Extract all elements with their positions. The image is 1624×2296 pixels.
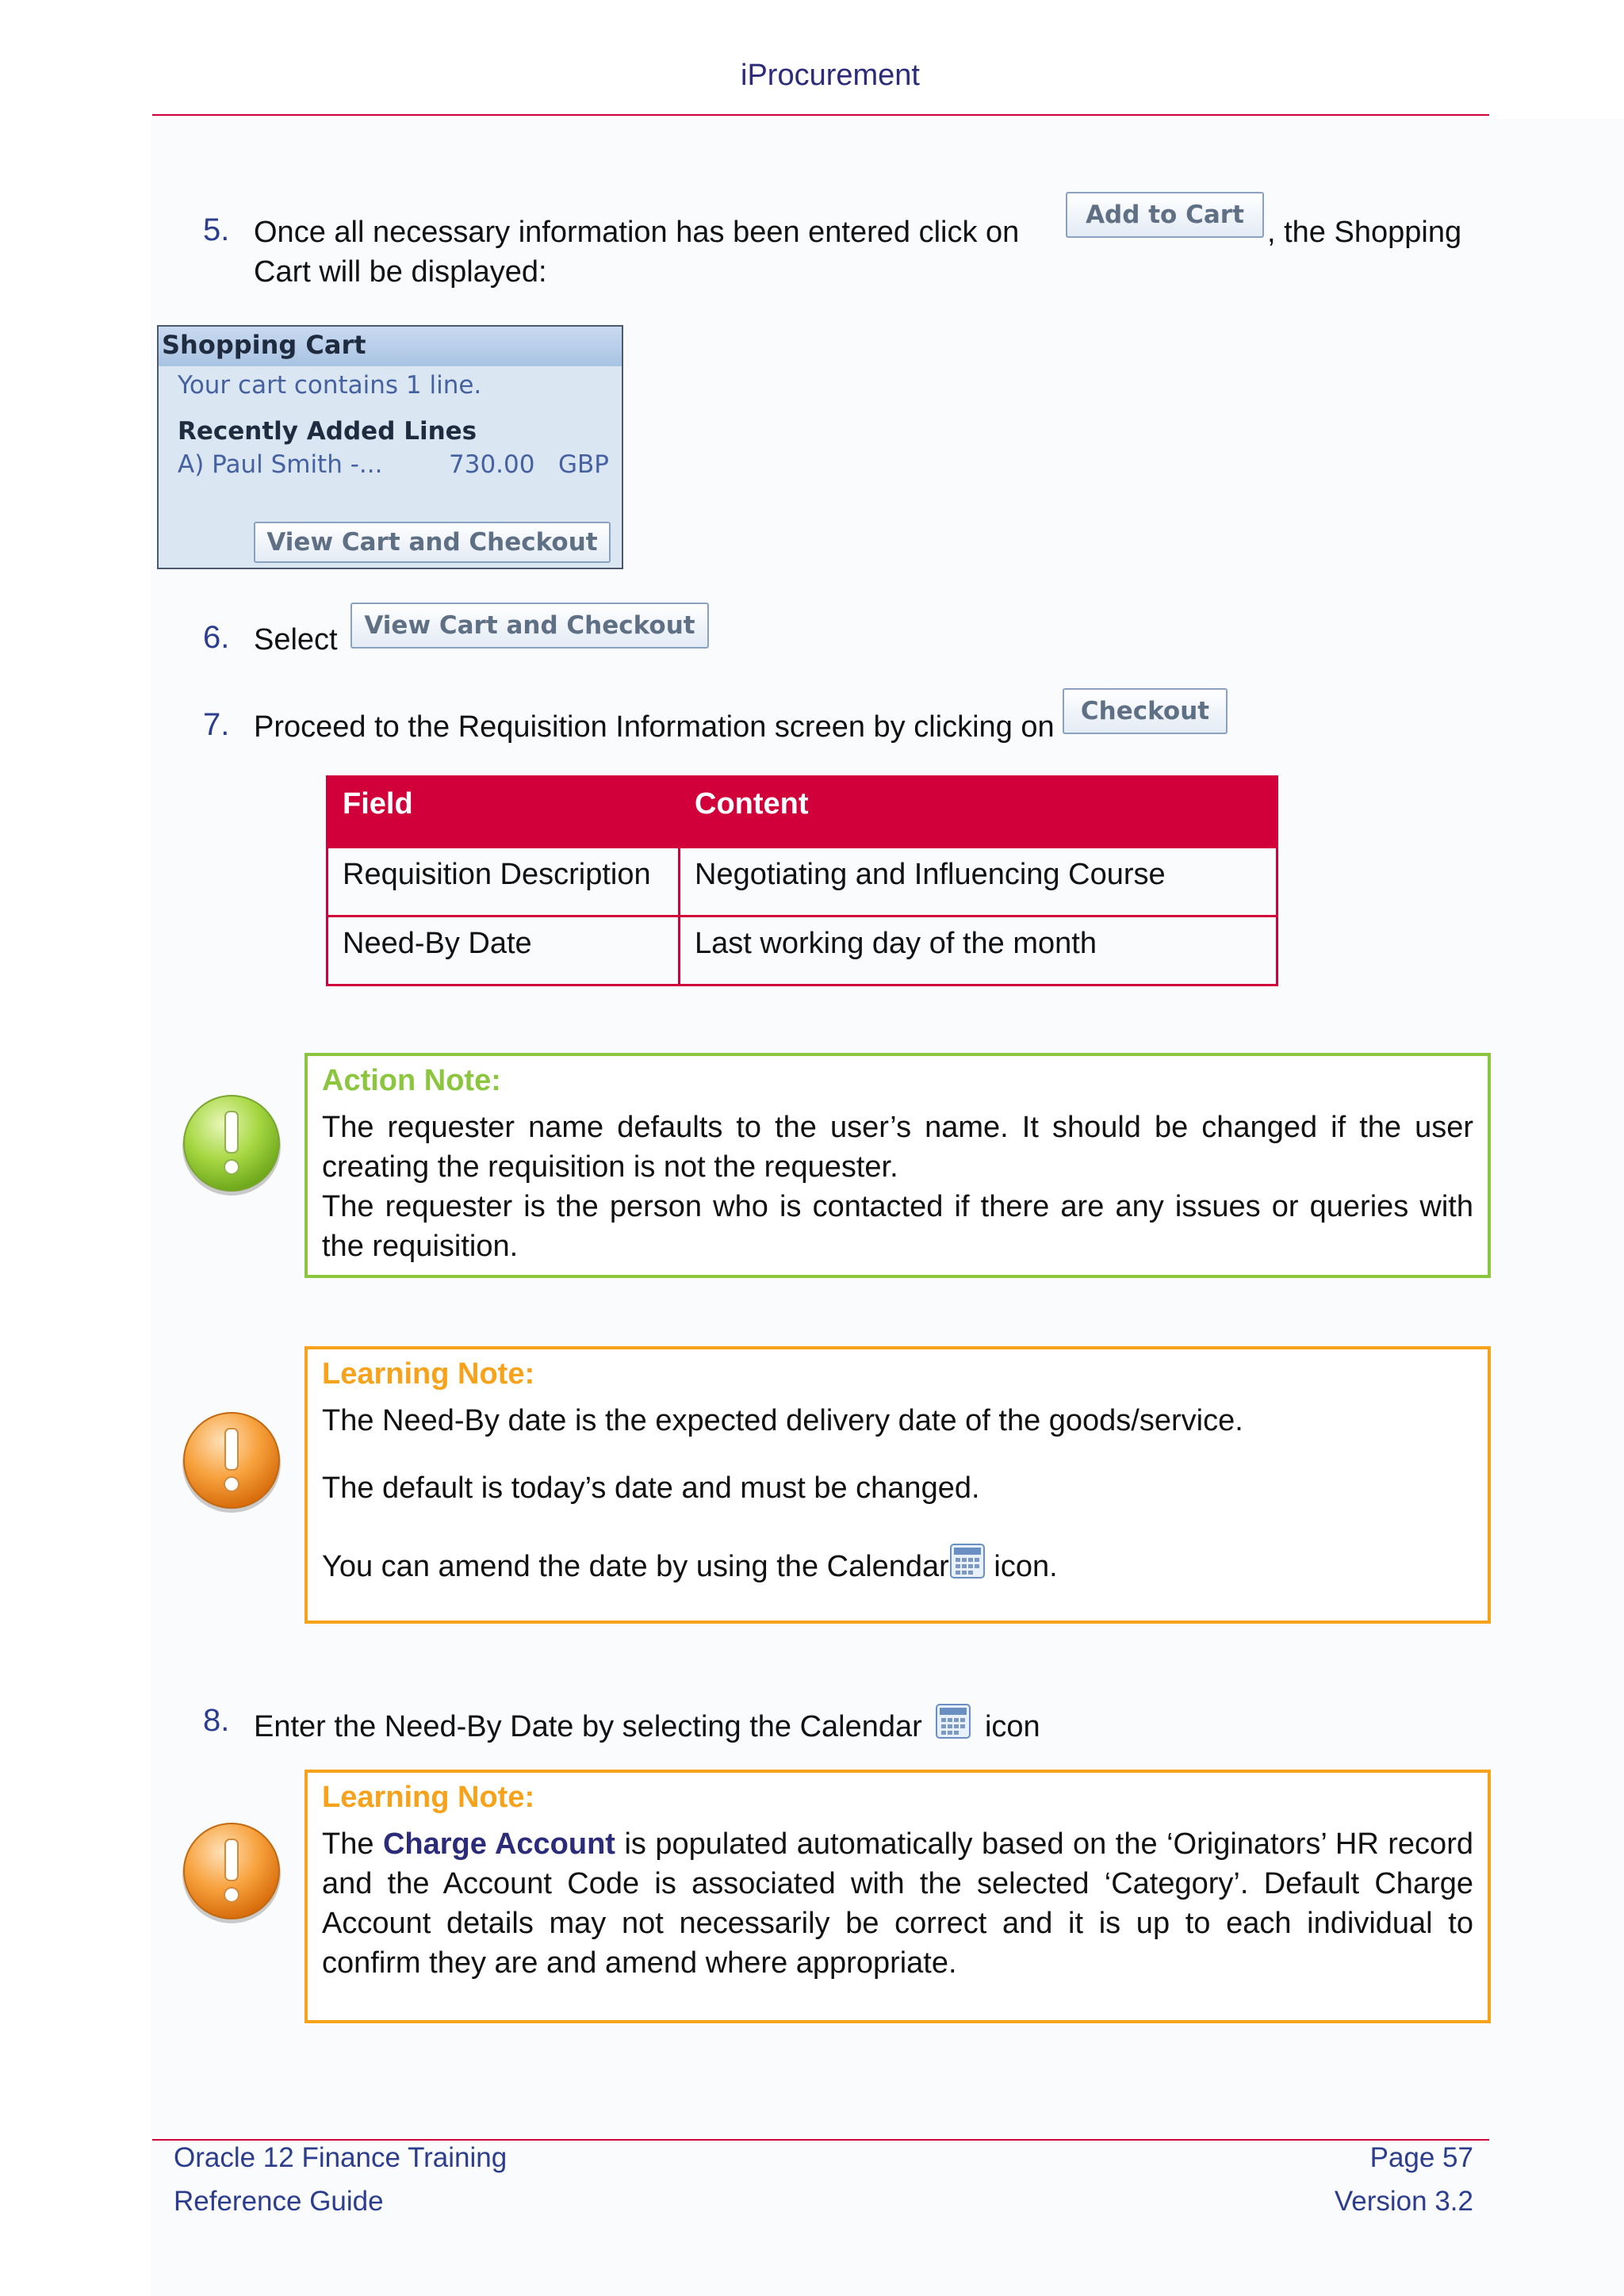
learning-note-1-paragraph-3: [322, 1543, 1473, 1586]
learning-note-1-paragraph-1: The Need-By date is the expected delivery date of the goods/service.: [322, 1404, 1243, 1437]
recently-added-heading: Recently Added Lines: [178, 417, 477, 446]
footer-left-line-1: Oracle 12 Finance Training: [174, 2142, 508, 2173]
table-cell: Need-By Date: [327, 916, 680, 985]
table-row: [327, 916, 1277, 985]
step-7-number: 7.: [203, 707, 230, 742]
table-row: [327, 848, 1277, 916]
add-to-cart-button[interactable]: Add to Cart: [1066, 192, 1264, 238]
footer-page-number: Page 57: [1369, 2142, 1473, 2173]
step-8-text-b: icon: [984, 1710, 1040, 1743]
learning-note-2-text-b: is populated automatically based on the ‘Originators’ HR record and the Account Code is associated with the selected ‘Category’. Default Charge Account details may not necessarily be correct and it is up to each individual to confirm they are and amend where appropriate.: [322, 1827, 1473, 1980]
step-5-number: 5.: [203, 212, 230, 247]
learning-note-2-title: Learning Note:: [322, 1781, 535, 1814]
step-8-number: 8.: [203, 1703, 230, 1738]
step-8-text: [254, 1703, 1040, 1747]
table-cell: Negotiating and Influencing Course: [680, 848, 1277, 916]
cart-summary: Your cart contains 1 line.: [178, 371, 482, 400]
cart-line-amount: 730.00: [449, 450, 535, 479]
step-5-text-c: Cart will be displayed:: [254, 255, 547, 289]
footer-rule: [152, 2139, 1489, 2141]
shopping-cart-title: Shopping Cart: [159, 327, 622, 366]
learning-note-2-box: [304, 1770, 1491, 2023]
step-5-text-a: Once all necessary information has been entered click on: [254, 216, 1020, 249]
cart-line-name[interactable]: A) Paul Smith -...: [178, 450, 383, 479]
warning-icon-green: [178, 1091, 285, 1199]
learning-note-1-title: Learning Note:: [322, 1357, 535, 1391]
warning-icon-orange: [178, 1819, 285, 1927]
checkout-button[interactable]: Checkout: [1063, 688, 1228, 734]
action-note-paragraph-2: The requester is the person who is contacted if there are any issues or queries with the requisition.: [322, 1190, 1473, 1263]
step-5-text-b: , the Shopping: [1267, 216, 1462, 249]
learning-note-1-text-a: You can amend the date by using the Calendar: [322, 1550, 949, 1583]
view-cart-and-checkout-button[interactable]: View Cart and Checkout: [254, 522, 611, 563]
calendar-icon: [949, 1543, 986, 1579]
table-cell: Requisition Description: [327, 848, 680, 916]
action-note-box: [304, 1053, 1491, 1278]
shopping-cart-panel: [157, 325, 623, 569]
learning-note-1-text-b: icon.: [985, 1550, 1058, 1583]
step-6-text: Select: [254, 623, 338, 656]
learning-note-2-paragraph: [322, 1824, 1473, 1983]
header-rule: [152, 114, 1489, 116]
table-cell: Last working day of the month: [680, 916, 1277, 985]
step-8-text-a: Enter the Need-By Date by selecting the Calendar: [254, 1710, 922, 1743]
cart-line-currency: GBP: [558, 450, 609, 479]
learning-note-1-box: [304, 1346, 1491, 1624]
footer-left-line-2: Reference Guide: [174, 2186, 384, 2217]
warning-icon-orange: [178, 1408, 285, 1516]
action-note-title: Action Note:: [322, 1064, 501, 1097]
view-cart-and-checkout-button-inline[interactable]: View Cart and Checkout: [350, 603, 709, 649]
step-6-number: 6.: [203, 620, 230, 655]
table-header-row: [327, 777, 1277, 848]
step-7-text: Proceed to the Requisition Information screen by clicking on: [254, 710, 1055, 744]
table-header-content: Content: [680, 777, 1277, 848]
footer-version: Version 3.2: [1334, 2186, 1473, 2217]
field-content-table: [326, 775, 1278, 986]
action-note-paragraph-1: The requester name defaults to the user’s name. It should be changed if the user creating the requisition is not the requester.: [322, 1111, 1473, 1184]
learning-note-2-text-a: The: [322, 1827, 383, 1861]
charge-account-term: Charge Account: [382, 1827, 615, 1861]
table-header-field: Field: [327, 777, 680, 848]
page-header-title: iProcurement: [741, 59, 920, 92]
learning-note-1-paragraph-2: The default is today’s date and must be changed.: [322, 1471, 980, 1505]
calendar-icon[interactable]: [935, 1703, 971, 1739]
